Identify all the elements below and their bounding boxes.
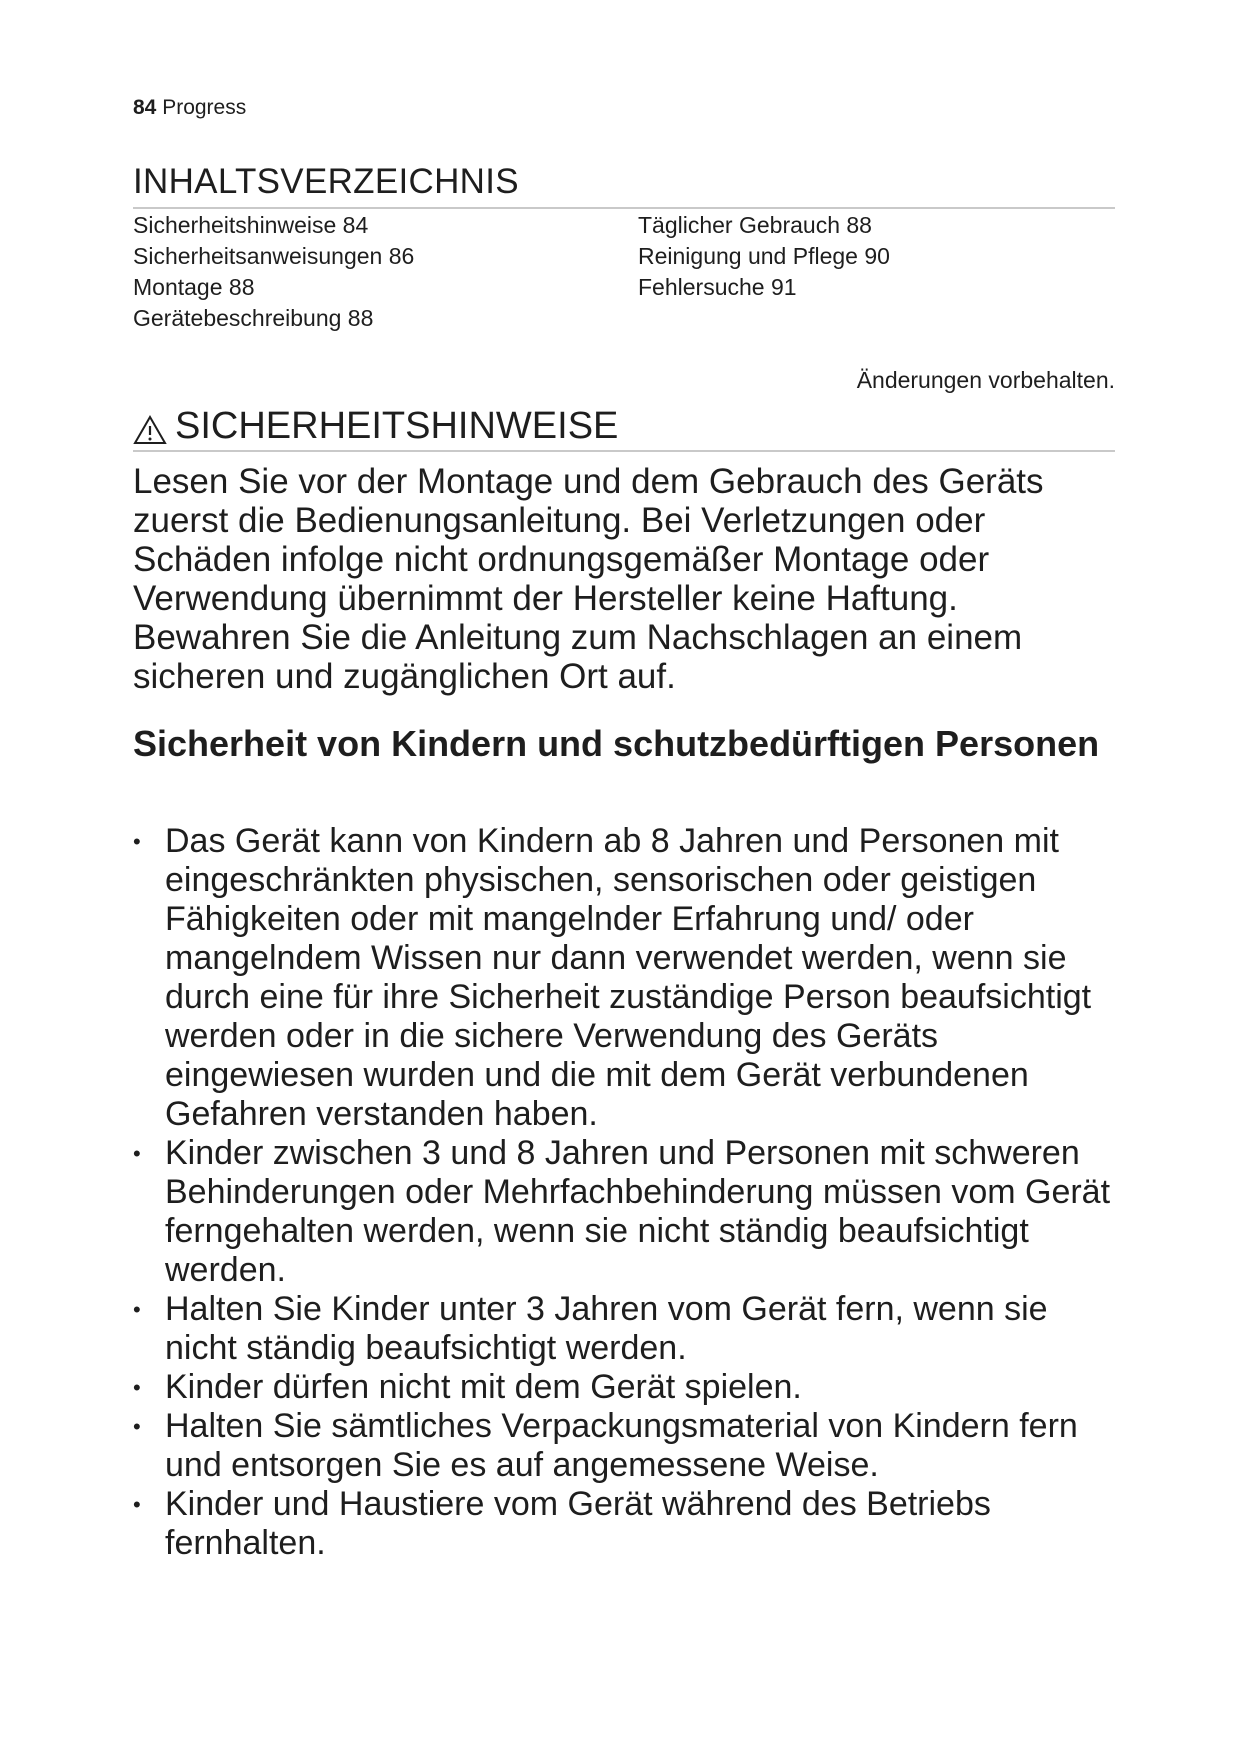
toc-left-column	[133, 210, 414, 334]
bullet-dot: •	[133, 1492, 141, 1517]
page-header	[133, 96, 246, 120]
safety-title-text: SICHERHEITSHINWEISE	[175, 405, 619, 447]
toc-divider	[133, 207, 1115, 209]
list-item: • Das Gerät kann von Kindern ab 8 Jahren und Personen mit eingeschränkten physischen, sensorischen oder geistigen Fähigkeiten oder mit mangelnder Erfahrung und/ oder mangelndem Wissen nur dann verwendet werden, wenn sie durch eine für ihre Sicherheit zuständige Person beaufsichtigt werden oder in die sichere Verwendung des Geräts eingewiesen wurden und die mit dem Gerät verbundenen Gefahren verstanden haben.	[133, 822, 1092, 1133]
bullet-dot: •	[133, 829, 141, 854]
bullet-dot: •	[133, 1375, 141, 1400]
toc-entry[interactable]: Gerätebeschreibung 88	[133, 305, 374, 331]
bullet-dot: •	[133, 1297, 141, 1322]
safety-divider	[133, 450, 1115, 452]
toc-entry[interactable]: Montage 88	[133, 274, 255, 300]
toc-entry[interactable]: Fehlersuche 91	[638, 274, 797, 300]
changes-note: Änderungen vorbehalten.	[856, 367, 1115, 393]
list-item: • Halten Sie sämtliches Verpackungsmaterial von Kindern fern und entsorgen Sie es auf angemessene Weise.	[133, 1407, 1078, 1484]
bullet-dot: •	[133, 1141, 141, 1166]
list-item: • Halten Sie Kinder unter 3 Jahren vom Gerät fern, wenn sie nicht ständig beaufsichtigt werden.	[133, 1290, 1048, 1367]
warning-triangle-icon	[133, 412, 167, 442]
toc-title: INHALTSVERZEICHNIS	[133, 162, 519, 201]
safety-section-title	[133, 405, 618, 448]
safety-intro-paragraph: Lesen Sie vor der Montage und dem Gebrauch des Geräts zuerst die Bedienungsanleitung. Bei Verletzungen oder Schäden infolge nicht ordnungsgemäßer Montage oder Verwendung übernimmt der Hersteller keine Haftung. Bewahren Sie die Anleitung zum Nachschlagen an einem sicheren und zugänglichen Ort auf.	[133, 462, 1044, 696]
toc-entry[interactable]: Sicherheitshinweise 84	[133, 212, 369, 238]
brand-name: Progress	[162, 96, 247, 119]
children-safety-list	[133, 822, 1115, 1563]
toc-entry[interactable]: Täglicher Gebrauch 88	[638, 212, 872, 238]
list-item: • Kinder zwischen 3 und 8 Jahren und Personen mit schweren Behinderungen oder Mehrfachbehinderung müssen vom Gerät ferngehalten werden, wenn sie nicht ständig beaufsichtigt werden.	[133, 1134, 1111, 1289]
bullet-dot: •	[133, 1414, 141, 1439]
children-safety-heading: Sicherheit von Kindern und schutzbedürftigen Personen	[133, 723, 1100, 764]
page-number: 84	[133, 96, 157, 119]
list-item: • Kinder und Haustiere vom Gerät während des Betriebs fernhalten.	[133, 1485, 991, 1562]
toc-right-column	[638, 210, 890, 303]
toc-entry[interactable]: Sicherheitsanweisungen 86	[133, 243, 415, 269]
toc-entry[interactable]: Reinigung und Pflege 90	[638, 243, 890, 269]
list-item: • Kinder dürfen nicht mit dem Gerät spielen.	[133, 1368, 802, 1406]
